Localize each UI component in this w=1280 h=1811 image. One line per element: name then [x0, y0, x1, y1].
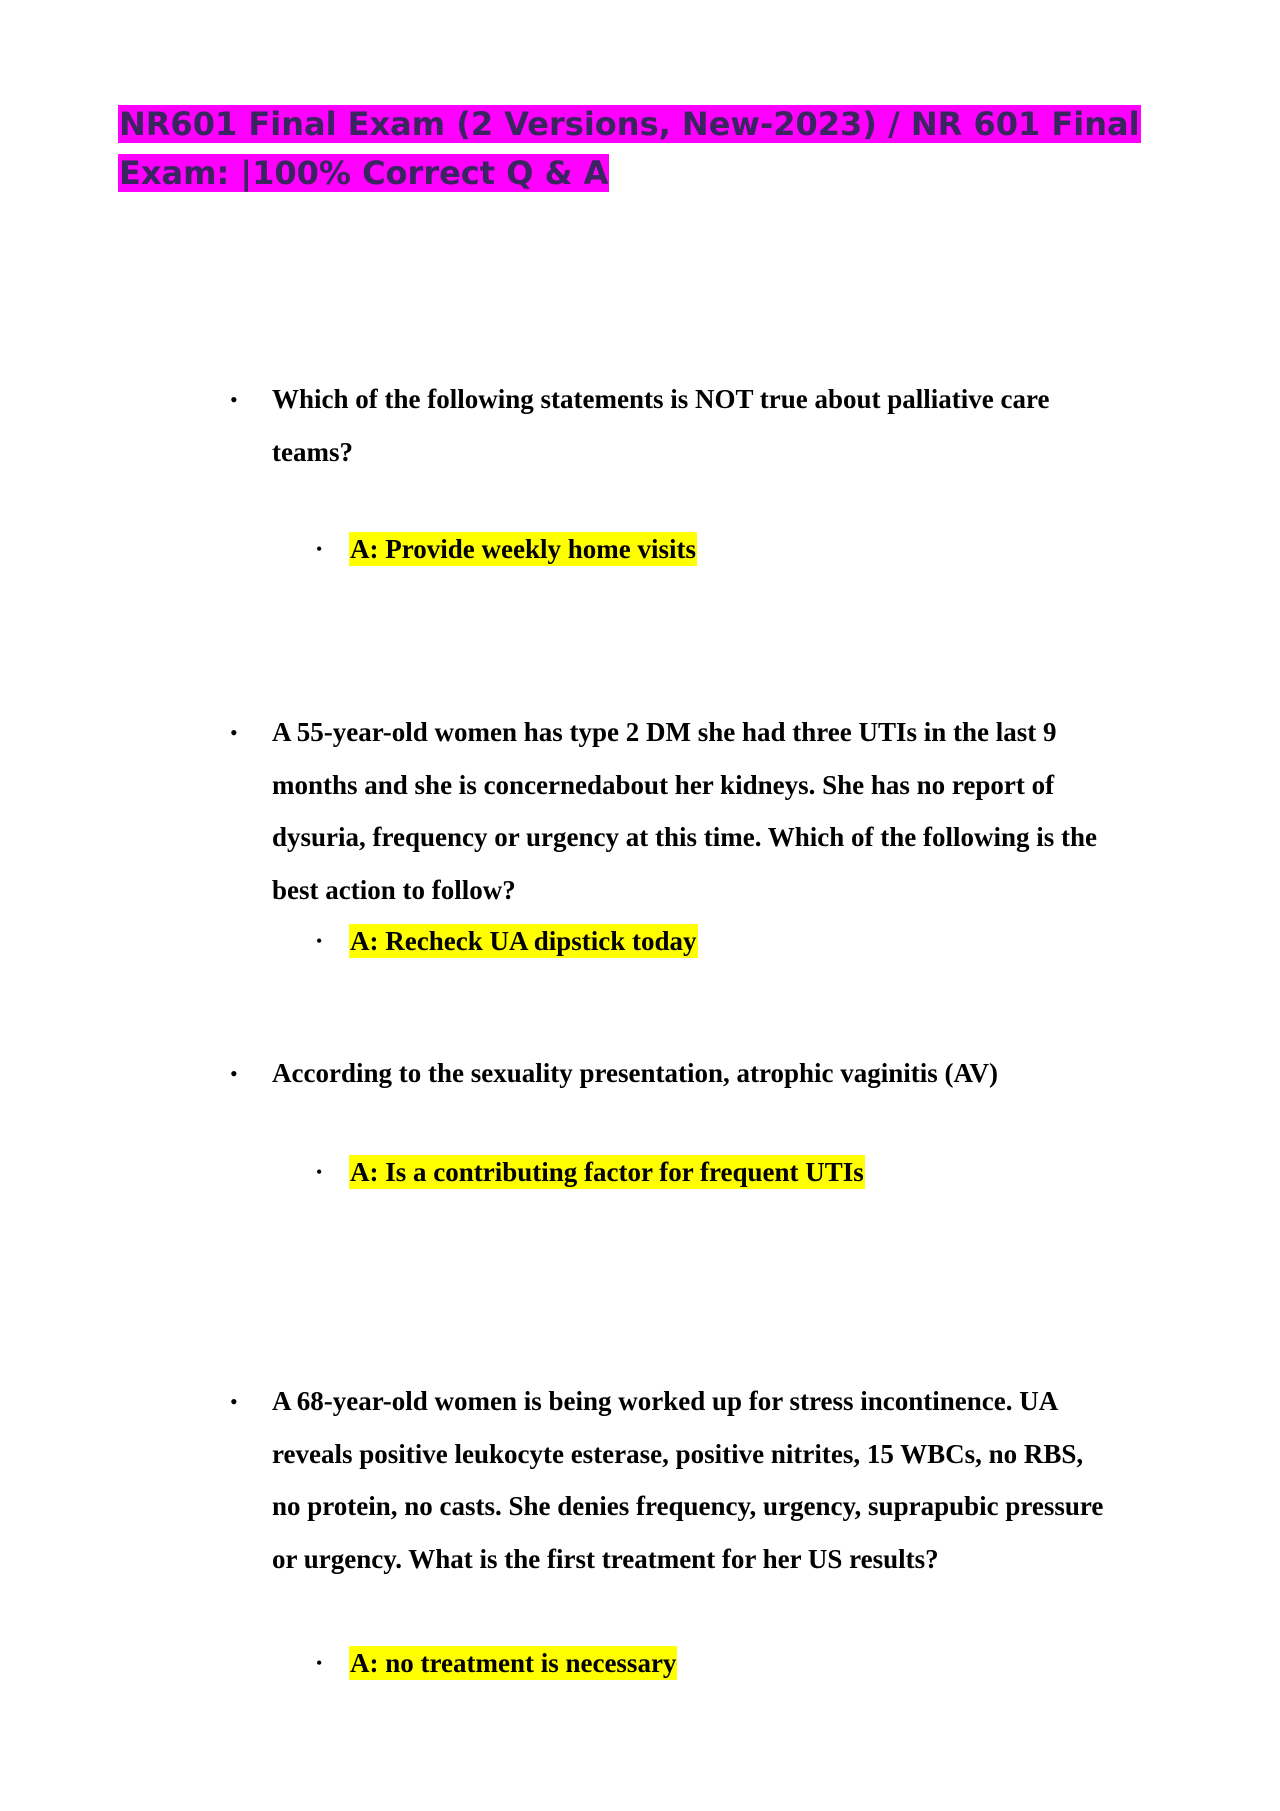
answer-3-text: A: Is a contributing factor for frequent UTIs	[350, 1157, 864, 1187]
bullet-icon: •	[230, 1389, 238, 1414]
bullet-icon: •	[230, 720, 238, 745]
question-3-text: According to the sexuality presentation, atrophic vaginitis (AV)	[272, 1058, 998, 1088]
question-4	[0, 1375, 1280, 1585]
qa-item-4	[0, 1375, 1280, 1678]
bullet-icon: •	[316, 1162, 323, 1182]
bullet-icon: •	[230, 387, 238, 412]
question-1	[0, 373, 1280, 478]
bullet-icon: •	[230, 1061, 238, 1086]
answer-4-text: A: no treatment is necessary	[350, 1648, 677, 1678]
qa-item-3	[0, 1047, 1280, 1187]
answer-2-text: A: Recheck UA dipstick today	[350, 926, 697, 956]
answer-2-text-wrap	[349, 921, 698, 961]
answer-1-text: A: Provide weekly home visits	[350, 534, 696, 564]
question-2-text: A 55-year-old women has type 2 DM she had three UTIs in the last 9 months and she is concernedabout her kidneys. She has no report of dysuria, frequency or urgency at this time. Which of the following is the best action to follow?	[272, 717, 1097, 905]
answer-4-text-wrap	[349, 1643, 677, 1683]
question-3	[0, 1047, 1280, 1100]
question-4-text: A 68-year-old women is being worked up for stress incontinence. UA reveals positive leukocyte esterase, positive nitrites, 15 WBCs, no RBS, no protein, no casts. She denies frequency, urgency, suprapubic pressure or urgency. What is the first treatment for her US results?	[272, 1386, 1104, 1574]
question-2	[0, 706, 1280, 916]
qa-item-1	[0, 373, 1280, 564]
document-title	[118, 100, 1208, 198]
answer-1-text-wrap	[349, 529, 697, 569]
qa-item-2	[0, 706, 1280, 956]
bullet-icon: •	[316, 1653, 323, 1673]
question-1-text: Which of the following statements is NOT true about palliative care teams?	[272, 384, 1050, 467]
answer-3-text-wrap	[349, 1152, 865, 1192]
bullet-icon: •	[316, 931, 323, 951]
document-title-text: NR601 Final Exam (2 Versions, New-2023) / NR 601 Final Exam: |100% Correct Q & A	[119, 105, 1140, 192]
bullet-icon: •	[316, 539, 323, 559]
